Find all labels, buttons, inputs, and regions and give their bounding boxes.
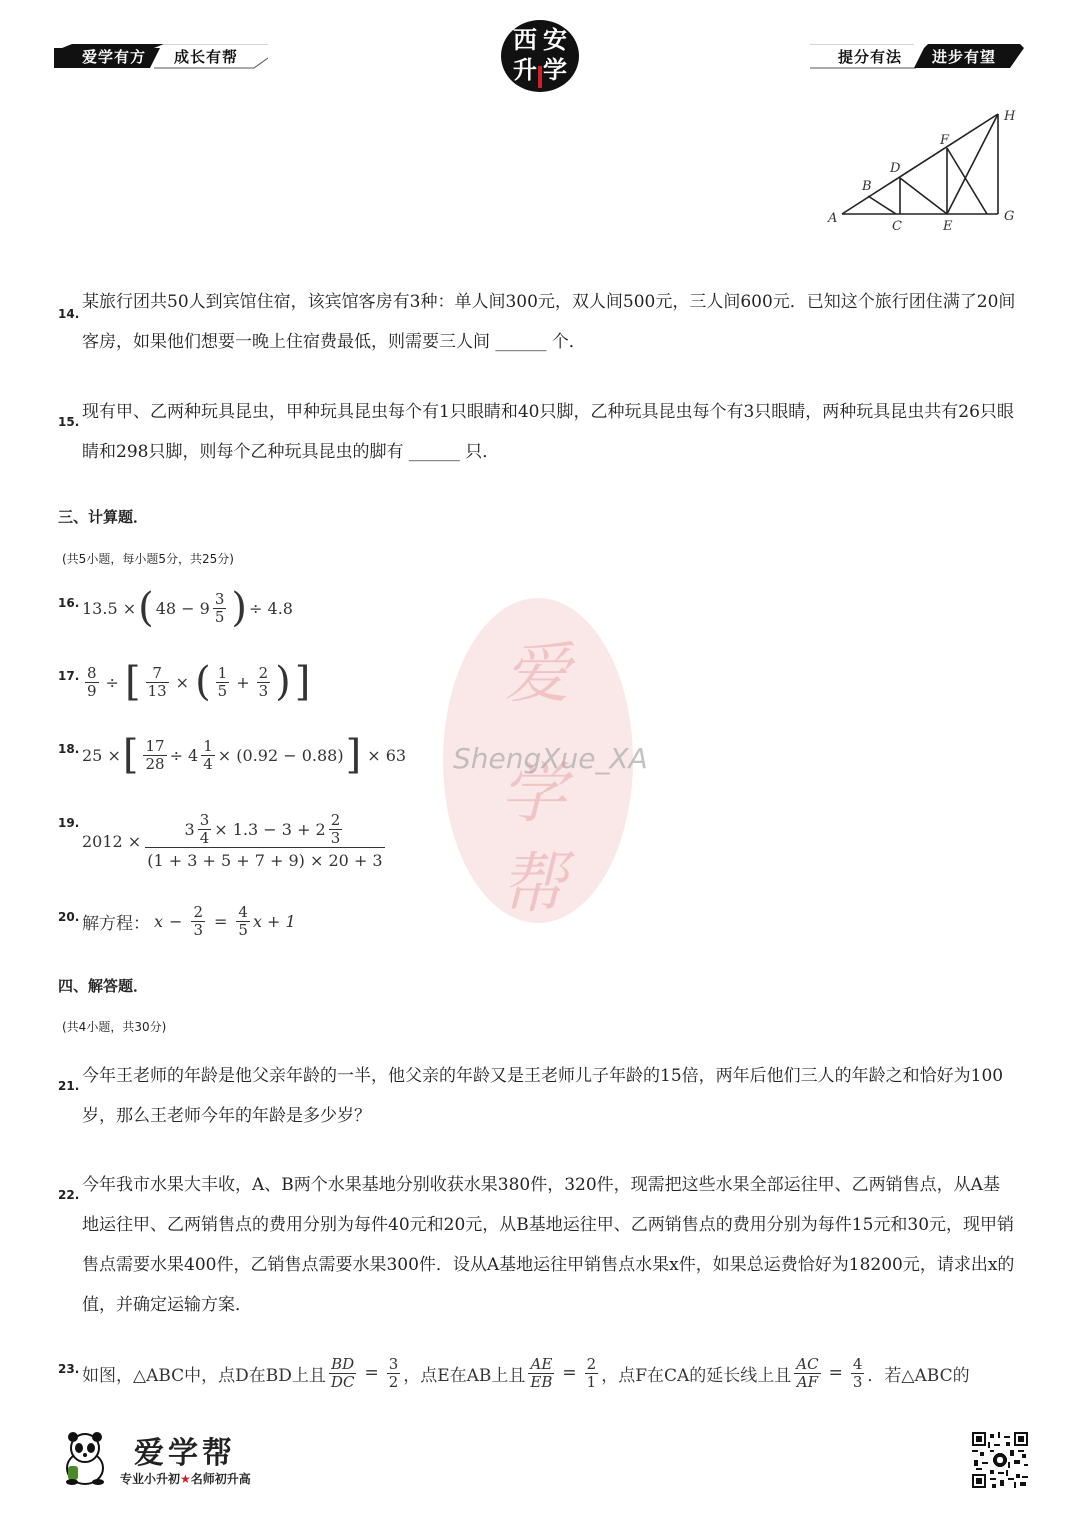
math-text: ÷ 4.8 <box>249 598 293 618</box>
math-paren: ) <box>275 659 291 705</box>
math-fraction <box>213 591 227 626</box>
math-paren: ( <box>138 585 154 631</box>
figure-label-b: B <box>862 179 872 194</box>
numerator: BD <box>331 1354 355 1373</box>
question-23-text <box>82 1350 970 1396</box>
denominator: 3 <box>330 829 341 847</box>
question-19-expression <box>82 806 385 876</box>
numerator: 2 <box>330 811 341 829</box>
math-fraction <box>216 665 230 700</box>
math-operator: + <box>236 672 250 692</box>
numerator: 7 <box>152 663 162 682</box>
question-17-expression <box>82 658 312 706</box>
math-bracket: ] <box>345 732 362 778</box>
math-text: 25 × <box>82 745 121 765</box>
denominator: 3 <box>258 681 269 700</box>
question-number: 14. <box>58 307 80 321</box>
math-text: ÷ 4 <box>169 745 199 765</box>
header-left-tag-1: 爱学有方 <box>82 48 147 66</box>
math-fraction <box>329 1356 357 1391</box>
question-line: 地运往甲、乙两销售点的费用分别为每件40元和20元，从B基地运往甲、乙两销售点的费用分别为每件15元和30元，现甲销 <box>82 1215 1015 1235</box>
denominator: 1 <box>586 1372 597 1391</box>
math-text: × (0.92 − 0.88) <box>217 745 344 765</box>
question-20-expression <box>82 898 296 944</box>
math-text: x + 1 <box>252 911 296 931</box>
question-line: 客房，如果他们想要一晚上住宿费最低，则需要三人间 ______ 个． <box>82 332 586 352</box>
question-20-number: 20. <box>58 910 80 924</box>
section-note-answers: (共4小题，共30分) <box>62 1020 167 1034</box>
watermark-glyph-3: 帮 <box>500 845 566 922</box>
section-note-calculation: (共5小题，每小题5分，共25分) <box>62 552 234 566</box>
question-number: 22. <box>58 1188 80 1202</box>
question-line: 岁，那么王老师今年的年龄是多少岁？ <box>82 1106 371 1126</box>
question-16-expression <box>82 584 293 632</box>
denominator: 9 <box>87 681 97 700</box>
figure-label-h: H <box>1004 109 1016 124</box>
denominator: 5 <box>214 607 225 626</box>
slogan-part-1: 专业小升初 <box>120 1472 181 1486</box>
question-line: 售点需要水果400件，乙销售点需要水果300件．设从A基地运往甲销售点水果x件，如果总运费恰好为18200元，请求出x的 <box>82 1255 1015 1275</box>
math-fraction <box>198 812 212 847</box>
math-text: 2012 × <box>82 831 142 851</box>
question-number: 21. <box>58 1079 80 1093</box>
question-16-number: 16. <box>58 596 80 610</box>
panda-mascot-icon <box>58 1430 112 1486</box>
header-right-tag-2: 进步有望 <box>932 48 997 66</box>
denominator: 3 <box>852 1372 863 1391</box>
numerator: 2 <box>258 663 269 682</box>
question-line: 值，并确定运输方案． <box>82 1295 252 1315</box>
section-title-answers: 四、解答题． <box>58 977 149 995</box>
section-title-calculation: 三、计算题． <box>58 508 149 526</box>
numerator: AC <box>796 1354 819 1373</box>
header-left-tag-2: 成长有帮 <box>174 48 239 66</box>
figure-label-a: A <box>828 211 838 226</box>
qr-code-icon[interactable] <box>972 1432 1028 1488</box>
math-fraction <box>191 904 205 939</box>
numerator: 17 <box>145 736 165 755</box>
math-label: 解方程： <box>82 913 150 934</box>
math-operator: − <box>169 911 183 931</box>
math-operator: ÷ <box>105 672 119 692</box>
question-text: 如图，△ABC中，点D在BD上且 <box>82 1365 326 1386</box>
slogan-part-2: 名师初升高 <box>190 1472 251 1486</box>
question-text: ．若△ABC的 <box>867 1365 970 1386</box>
math-big-fraction <box>145 812 384 870</box>
math-bracket: [ <box>122 732 139 778</box>
header-right-tag-1: 提分有法 <box>838 48 903 66</box>
question-17-number: 17. <box>58 669 80 683</box>
math-bracket: ] <box>294 659 311 705</box>
denominator: 28 <box>145 754 165 773</box>
math-fraction <box>257 665 271 700</box>
numerator: 2 <box>586 1354 597 1373</box>
question-number: 15. <box>58 415 80 429</box>
denominator: 5 <box>238 920 248 939</box>
math-fraction <box>585 1356 599 1391</box>
question-18-number: 18. <box>58 742 80 756</box>
question-line: 现有甲、乙两种玩具昆虫，甲种玩具昆虫每个有1只眼睛和40只脚，乙种玩具昆虫每个有3只眼睛，两种玩具昆虫共有26只眼 <box>82 402 1014 422</box>
math-fraction <box>201 738 215 773</box>
question-line: 今年我市水果大丰收，A、B两个水果基地分别收获水果380件，320件，现需把这些水果全部运往甲、乙两销售点，从A基 <box>82 1175 1000 1195</box>
numerator: AE <box>530 1354 553 1373</box>
logo-char-2: 安 <box>543 26 567 54</box>
math-fraction <box>146 665 169 700</box>
math-operator: × <box>175 672 190 692</box>
math-text: × 1.3 − 3 + 2 <box>214 820 326 839</box>
math-fraction <box>794 1356 820 1391</box>
denominator: AF <box>796 1372 819 1391</box>
denominator: DC <box>330 1372 355 1391</box>
math-fraction <box>236 904 250 939</box>
math-fraction <box>85 665 99 700</box>
math-fraction <box>387 1356 401 1391</box>
logo-char-3: 升 <box>513 56 537 84</box>
numerator: 2 <box>193 902 203 921</box>
question-line: 今年王老师的年龄是他父亲年龄的一半，他父亲的年龄又是王老师儿子年龄的15倍，两年后他们三人的年龄之和恰好为100 <box>82 1066 1004 1086</box>
math-variable: x <box>154 911 164 931</box>
logo <box>501 20 579 92</box>
numerator: 3 <box>199 811 210 829</box>
figure-label-f: F <box>940 133 950 148</box>
numerator: 8 <box>87 663 97 682</box>
denominator: 5 <box>217 681 228 700</box>
math-operator: = <box>562 1363 577 1383</box>
math-fraction <box>143 738 166 773</box>
math-text: 3 <box>184 820 195 839</box>
denominator: 2 <box>388 1372 399 1391</box>
logo-char-4: 学 <box>543 56 567 84</box>
header-left-tags <box>54 44 268 70</box>
question-line: 睛和298只脚，则每个乙种玩具昆虫的脚有 ______ 只． <box>82 442 500 462</box>
question-18-expression <box>82 731 406 779</box>
header-right-tags <box>810 44 1024 70</box>
question-19-number: 19. <box>58 816 80 830</box>
denominator: 4 <box>199 829 210 847</box>
brand-name: 爱学帮 <box>134 1436 236 1471</box>
star-icon: ★ <box>180 1472 191 1486</box>
numerator: 1 <box>217 663 228 682</box>
math-operator: = <box>828 1363 843 1383</box>
numerator: 3 <box>214 589 225 608</box>
denominator: 4 <box>203 754 213 773</box>
question-line: 某旅行团共50人到宾馆住宿，该宾馆客房有3种：单人间300元，双人间500元，三人间600元．已知这个旅行团住满了20间 <box>82 292 1016 312</box>
brand-slogan <box>120 1470 251 1487</box>
math-text: × 63 <box>367 745 407 765</box>
math-paren: ( <box>195 659 211 705</box>
math-fraction <box>851 1356 865 1391</box>
figure-label-g: G <box>1004 209 1015 224</box>
big-denominator: (1 + 3 + 5 + 7 + 9) × 20 + 3 <box>147 851 383 870</box>
math-paren: ) <box>231 585 248 631</box>
numerator: 4 <box>852 1354 863 1373</box>
denominator: 13 <box>147 681 167 700</box>
watermark-text: ShengXue_XA <box>453 742 648 775</box>
question-text: ，点F在CA的延长线上且 <box>601 1365 792 1386</box>
math-fraction <box>329 812 343 847</box>
big-numerator <box>183 812 348 847</box>
math-fraction <box>528 1356 554 1391</box>
figure-label-e: E <box>943 219 953 234</box>
numerator: 1 <box>203 736 213 755</box>
math-text: 48 − 9 <box>155 598 210 618</box>
logo-char-1: 西 <box>513 26 537 54</box>
denominator: 3 <box>193 920 203 939</box>
denominator: EB <box>530 1372 553 1391</box>
watermark-glyph-1: 爱 <box>504 635 570 712</box>
math-text: 13.5 × <box>82 598 137 618</box>
math-operator: = <box>364 1363 379 1383</box>
figure-label-d: D <box>890 161 901 176</box>
geometry-figure <box>822 102 1032 242</box>
watermark-glyph-2: 学 <box>500 755 566 832</box>
question-text: ，点E在AB上且 <box>403 1365 526 1386</box>
math-operator: = <box>213 911 228 931</box>
question-23-number: 23. <box>58 1362 80 1376</box>
numerator: 4 <box>238 902 248 921</box>
numerator: 3 <box>388 1354 399 1373</box>
math-bracket: [ <box>124 659 141 705</box>
logo-accent <box>538 66 542 88</box>
figure-label-c: C <box>892 219 902 234</box>
